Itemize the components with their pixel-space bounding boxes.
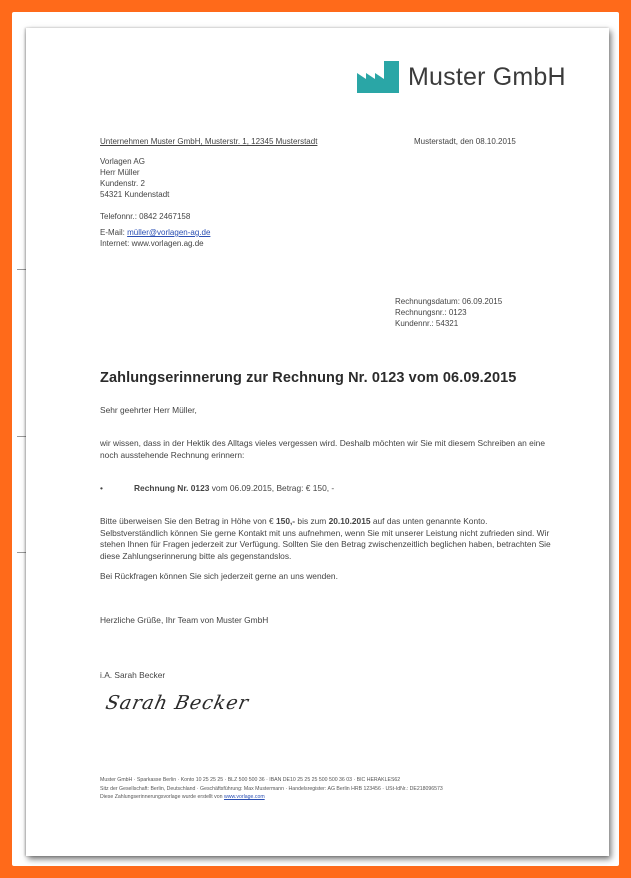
invoice-date: Rechnungsdatum: 06.09.2015 (395, 297, 503, 306)
payment-text: bis zum (295, 516, 329, 526)
factory-icon (357, 61, 401, 93)
email-label: E-Mail: (100, 228, 128, 237)
invoice-number: Rechnungsnr.: 0123 (395, 308, 467, 317)
email-row (100, 227, 210, 238)
recipient-line: Herr Müller (100, 168, 140, 177)
invoice-bullet (100, 483, 334, 493)
payment-text: auf das unten genannte Konto. Selbstverständlich können Sie gerne Kontakt mit uns aufnehmen, wenn Sie mit unserer Leistung nicht zufrieden sind. Wir stehen Ihnen für Fragen jederzeit zur Verfügung. Sollten Sie den Betrag zwischenzeitlich beglichen haben, betrachten Sie diese Zahlungserinnerung bitte als gegenstandslos. (100, 516, 551, 561)
payment-amount: 150,- (276, 516, 296, 526)
customer-number: Kundennr.: 54321 (395, 319, 459, 328)
footer-company-line: Sitz der Gesellschaft: Berlin, Deutschland · Geschäftsführung: Max Mustermann · Handelsregister: AG Berlin HRB 123456 · USt-IdNr.: DE218096573 (100, 785, 443, 792)
footer-bank-line: Muster GmbH · Sparkasse Berlin · Konto 10 25 25 25 · BLZ 500 500 36 · IBAN DE10 25 25 25 500 500 36 03 · BIC HERAKLES62 (100, 777, 401, 783)
intro-paragraph: wir wissen, dass in der Hektik des Alltags vieles vergessen wird. Deshalb möchten wir Sie mit diesem Schreiben an eine noch ausstehende Rechnung erinnern: (100, 438, 546, 460)
invoice-meta (395, 296, 502, 329)
footer-credit-text: Diese Zahlungserinnerungsvorlage wurde erstellt von (100, 794, 224, 801)
footer-link[interactable]: www.vorlage.com (224, 794, 265, 801)
closing: Herzliche Grüße, Ihr Team von Muster GmbH (100, 615, 269, 625)
letter-heading: Zahlungserinnerung zur Rechnung Nr. 0123 vom 06.09.2015 (100, 370, 517, 386)
recipient-address (100, 156, 169, 200)
internet: Internet: www.vorlagen.ag.de (100, 239, 204, 248)
bullet-invoice-number: Rechnung Nr. 0123 (134, 483, 210, 493)
bullet-icon: • (100, 483, 103, 493)
footer (100, 776, 540, 802)
letter-page (26, 28, 609, 856)
recipient-line: Kundenstr. 2 (100, 179, 145, 188)
bullet-details: vom 06.09.2015, Betrag: € 150, - (209, 483, 335, 493)
payment-deadline: 20.10.2015 (328, 516, 371, 526)
handwritten-signature: Sarah Becker (103, 692, 252, 714)
company-logo (357, 58, 566, 96)
logo-text: Muster GmbH (408, 62, 566, 91)
recipient-line: 54321 Kundenstadt (100, 190, 170, 199)
signatory: i.A. Sarah Becker (100, 670, 166, 680)
payment-paragraph (100, 516, 555, 562)
recipient-line: Vorlagen AG (100, 157, 145, 166)
contact-block (100, 211, 210, 249)
footer-credit-line (100, 793, 540, 802)
phone: Telefonnr.: 0842 2467158 (100, 212, 191, 221)
email-link[interactable]: müller@vorlagen-ag.de (127, 228, 211, 237)
salutation: Sehr geehrter Herr Müller, (100, 405, 197, 415)
sender-address-line: Unternehmen Muster GmbH, Musterstr. 1, 12345 Musterstadt (100, 137, 318, 146)
payment-text: Bitte überweisen Sie den Betrag in Höhe von € (100, 516, 276, 526)
questions-paragraph: Bei Rückfragen können Sie sich jederzeit gerne an uns wenden. (100, 571, 338, 581)
letter-date: Musterstadt, den 08.10.2015 (414, 137, 516, 146)
